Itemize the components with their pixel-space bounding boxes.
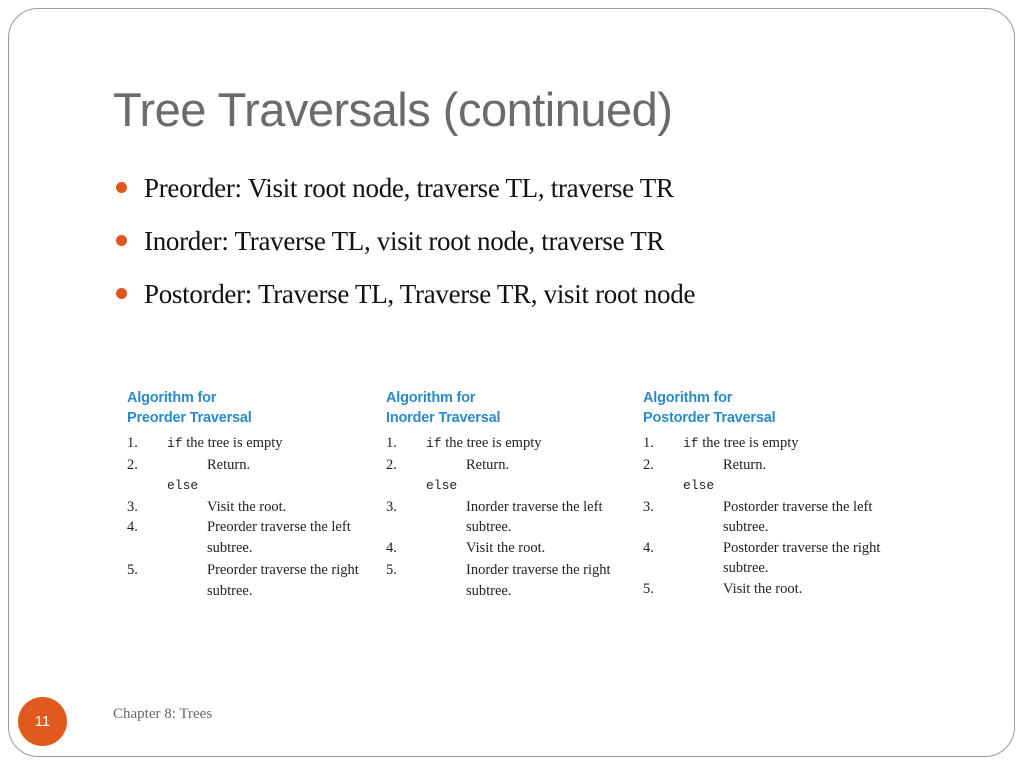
algorithm-step (386, 560, 631, 601)
bullet-preorder (116, 170, 695, 223)
algorithm-step (127, 497, 372, 518)
step-number: 2. (643, 456, 654, 473)
step-number: 4. (386, 539, 397, 556)
algorithm-postorder (643, 388, 888, 599)
algorithm-heading (643, 388, 888, 428)
algorithm-inorder (386, 388, 631, 601)
step-number: 5. (127, 562, 138, 578)
step-text: Return. (466, 456, 510, 473)
bullet-dot-icon (116, 182, 127, 193)
step-text: Preorder traverse the left subtree. (207, 519, 351, 556)
step-text: the tree is empty (182, 435, 283, 451)
algorithm-step (643, 433, 888, 455)
bullet-text: Postorder: Traverse TL, Traverse TR, visit root node (144, 279, 696, 309)
step-number: 3. (386, 498, 397, 515)
algorithm-step (643, 497, 888, 538)
slide-title: Tree Traversals (continued) (113, 83, 673, 136)
algorithm-step (643, 579, 888, 600)
step-keyword: if (683, 436, 699, 451)
step-text: Visit the root. (207, 498, 287, 515)
step-number: 4. (127, 519, 138, 535)
algorithm-step (386, 455, 631, 476)
step-text: Return. (723, 456, 767, 473)
algorithm-heading (386, 388, 631, 428)
step-number: 1. (127, 435, 138, 451)
algorithm-step (127, 475, 372, 497)
step-keyword: else (683, 478, 715, 493)
algorithm-heading-line2: Postorder Traversal (643, 410, 776, 426)
step-keyword: if (426, 436, 442, 451)
step-text: the tree is empty (698, 435, 799, 451)
algorithm-heading-line2: Preorder Traversal (127, 410, 252, 426)
step-number: 3. (127, 498, 138, 515)
algorithm-preorder (127, 388, 372, 601)
bullet-postorder (116, 276, 695, 329)
algorithm-heading (127, 388, 372, 428)
step-number: 1. (386, 435, 397, 451)
step-text: Visit the root. (723, 580, 803, 597)
algorithm-step (643, 475, 888, 497)
page-number-badge: 11 (18, 697, 67, 746)
algorithm-heading-line2: Inorder Traversal (386, 410, 501, 426)
step-keyword: else (426, 478, 458, 493)
bullet-text: Inorder: Traverse TL, visit root node, traverse TR (144, 226, 665, 256)
step-number: 5. (643, 580, 654, 597)
step-text: Inorder traverse the right subtree. (466, 562, 611, 599)
algorithm-step (643, 538, 888, 579)
step-text: Return. (207, 456, 251, 473)
algorithm-heading-line1: Algorithm for (386, 390, 476, 406)
step-text: Postorder traverse the right subtree. (723, 539, 881, 576)
algorithm-step (127, 560, 372, 601)
algorithm-step (386, 497, 631, 538)
step-text: the tree is empty (441, 435, 542, 451)
algorithm-step (386, 538, 631, 559)
algorithm-step (127, 433, 372, 455)
bullet-dot-icon (116, 235, 127, 246)
step-keyword: else (167, 478, 199, 493)
step-number: 1. (643, 435, 654, 451)
bullet-dot-icon (116, 288, 127, 299)
step-keyword: if (167, 436, 183, 451)
step-number: 2. (127, 456, 138, 473)
algorithm-step (127, 517, 372, 558)
algorithm-heading-line1: Algorithm for (127, 390, 217, 406)
step-number: 3. (643, 498, 654, 515)
step-text: Inorder traverse the left subtree. (466, 498, 603, 535)
footer-text: Chapter 8: Trees (113, 706, 213, 722)
bullet-inorder (116, 223, 695, 276)
algorithm-step (643, 455, 888, 476)
algorithm-step (386, 475, 631, 497)
step-text: Postorder traverse the left subtree. (723, 498, 873, 535)
algorithm-heading-line1: Algorithm for (643, 390, 733, 406)
bullet-list (116, 170, 695, 329)
step-text: Preorder traverse the right subtree. (207, 562, 359, 599)
bullet-text: Preorder: Visit root node, traverse TL, traverse TR (144, 173, 674, 203)
algorithm-step (386, 433, 631, 455)
step-text: Visit the root. (466, 539, 546, 556)
algorithm-step (127, 455, 372, 476)
step-number: 5. (386, 562, 397, 578)
step-number: 4. (643, 539, 654, 556)
step-number: 2. (386, 456, 397, 473)
